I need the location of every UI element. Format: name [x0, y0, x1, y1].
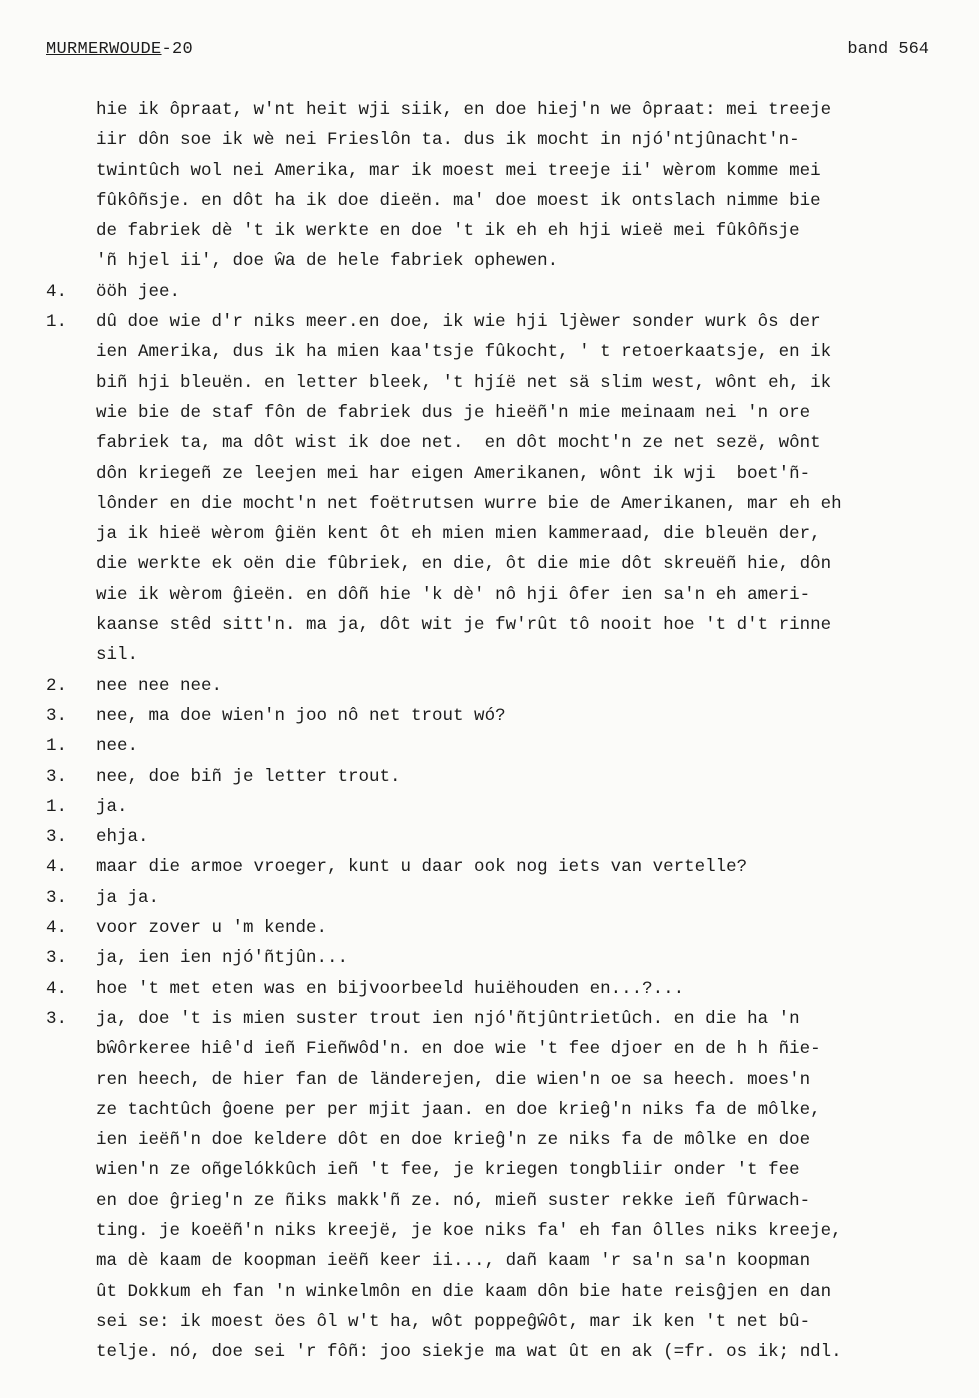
speaker-number: 1. [46, 736, 68, 757]
line-text: sil. [96, 645, 139, 666]
page-header [46, 40, 929, 64]
speaker-number: 4. [46, 918, 68, 939]
line-text: sei se: ik moest öes ôl w't ha, wôt poppeĝŵôt, mar ik ken 't net bû- [96, 1311, 811, 1332]
document-location [46, 40, 193, 59]
speaker-number: 4. [46, 978, 68, 999]
transcript-line [46, 1342, 976, 1372]
line-text: ja ik hieë wèrom ĝiën kent ôt eh mien mien kammeraad, die bleuën der, [96, 524, 821, 545]
transcript-line [46, 767, 976, 797]
transcript-line [46, 1160, 976, 1190]
page-number: -20 [161, 40, 194, 59]
speaker-number: 3. [46, 766, 68, 787]
line-text: wie bie de staf fôn de fabriek dus je hieëñ'n mie meinaam nei 'n ore [96, 402, 811, 423]
speaker-number: 4. [46, 857, 68, 878]
line-text: nee. [96, 736, 139, 757]
transcript-line [46, 524, 976, 554]
transcript-line [46, 585, 976, 615]
speaker-number: 3. [46, 827, 68, 848]
line-text: fûkôñsje. en dôt ha ik doe dieën. ma' doe moest ik ontslach nimme bie [96, 190, 821, 211]
transcript-line [46, 1191, 976, 1221]
line-text: die werkte ek oën die fûbriek, en die, ôt die mie dôt skreuëñ hie, dôn [96, 554, 832, 575]
speaker-number: 3. [46, 1008, 68, 1029]
transcript-line [46, 918, 976, 948]
line-text: ien Amerika, dus ik ha mien kaa'tsje fûkocht, ' t retoerkaatsje, en ik [96, 342, 832, 363]
transcript-line [46, 1070, 976, 1100]
transcript-line [46, 1009, 976, 1039]
line-text: voor zover u 'm kende. [96, 918, 328, 939]
line-text: ren heech, de hier fan de länderejen, die wien'n oe sa heech. moes'n [96, 1069, 811, 1090]
transcript-line [46, 979, 976, 1009]
transcript-line [46, 282, 976, 312]
speaker-number: 4. [46, 281, 68, 302]
transcript-line [46, 494, 976, 524]
line-text: bŵôrkeree hiê'd ieñ Fieñwôd'n. en doe wie 't fee djoer en de h h ñie- [96, 1039, 821, 1060]
line-text: ting. je koeëñ'n niks kreejë, je koe niks fa' eh fan ôlles niks kreeje, [96, 1220, 842, 1241]
transcript-line [46, 130, 976, 160]
line-text: de fabriek dè 't ik werkte en doe 't ik eh eh hji wieë mei fûkôñsje [96, 221, 800, 242]
line-text: ien ieëñ'n doe keldere dôt en doe krieĝ'n ze niks fa de môlke en doe [96, 1130, 811, 1151]
line-text: ja. [96, 796, 128, 817]
line-text: iir dôn soe ik wè nei Frieslôn ta. dus ik mocht in njó'ntjûnacht'n- [96, 130, 800, 151]
transcript-line [46, 1039, 976, 1069]
speaker-number: 1. [46, 312, 68, 333]
line-text: ööh jee. [96, 281, 181, 302]
transcript-line [46, 1282, 976, 1312]
line-text: wie ik wèrom ĝieën. en dôñ hie 'k dè' nô hji ôfer ien sa'n eh ameri- [96, 584, 811, 605]
line-text: nee, ma doe wien'n joo nô net trout wó? [96, 705, 506, 726]
transcript-line [46, 403, 976, 433]
location-name: MURMERWOUDE [46, 40, 162, 59]
line-text: wien'n ze oñgelókkûch ieñ 't fee, je kriegen tongbliir onder 't fee [96, 1160, 800, 1181]
tape-label: band 564 [847, 40, 929, 59]
speaker-number: 3. [46, 887, 68, 908]
speaker-number: 3. [46, 705, 68, 726]
transcript-line [46, 615, 976, 645]
line-text: telje. nó, doe sei 'r fôñ: joo siekje ma wat ût en ak (=fr. os ik; ndl. [96, 1342, 842, 1363]
line-text: kaanse stêd sitt'n. ma ja, dôt wit je fw'rût tô nooit hoe 't d't rinne [96, 615, 832, 636]
line-text: biñ hji bleuën. en letter bleek, 't hjíë net sä slim west, wônt eh, ik [96, 372, 832, 393]
transcript-body [46, 100, 976, 1372]
transcript-line [46, 706, 976, 736]
speaker-number: 2. [46, 675, 68, 696]
line-text: twintûch wol nei Amerika, mar ik moest mei treeje ii' wèrom komme mei [96, 160, 821, 181]
line-text: nee nee nee. [96, 675, 223, 696]
transcript-line [46, 1100, 976, 1130]
transcript-line [46, 161, 976, 191]
line-text: lônder en die mocht'n net foëtrutsen wurre bie de Amerikanen, mar eh eh [96, 493, 842, 514]
line-text: dû doe wie d'r niks meer.en doe, ik wie hji ljèwer sonder wurk ôs der [96, 312, 821, 333]
line-text: maar die armoe vroeger, kunt u daar ook nog iets van vertelle? [96, 857, 748, 878]
transcript-line [46, 736, 976, 766]
speaker-number: 1. [46, 796, 68, 817]
line-text: ze tachtûch ĝoene per per mjit jaan. en doe krieĝ'n niks fa de môlke, [96, 1099, 821, 1120]
transcript-line [46, 342, 976, 372]
line-text: ma dè kaam de koopman ieëñ keer ii..., dañ kaam 'r sa'n sa'n koopman [96, 1251, 811, 1272]
line-text: ût Dokkum eh fan 'n winkelmôn en die kaam dôn bie hate reisĝjen en dan [96, 1281, 832, 1302]
transcript-line [46, 554, 976, 584]
transcript-line [46, 191, 976, 221]
line-text: hie ik ôpraat, w'nt heit wji siik, en doe hiej'n we ôpraat: mei treeje [96, 100, 832, 120]
transcript-line [46, 827, 976, 857]
transcript-line [46, 797, 976, 827]
transcript-line [46, 676, 976, 706]
transcript-line [46, 1130, 976, 1160]
transcript-line [46, 251, 976, 281]
line-text: en doe ĝrieg'n ze ñiks makk'ñ ze. nó, mieñ suster rekke ieñ fûrwach- [96, 1190, 811, 1211]
line-text: dôn kriegeñ ze leejen mei har eigen Amerikanen, wônt ik wji boet'ñ- [96, 463, 811, 484]
transcript-line [46, 373, 976, 403]
line-text: 'ñ hjel ii', doe ŵa de hele fabriek ophewen. [96, 251, 559, 272]
transcript-line [46, 100, 976, 130]
line-text: ja, ien ien njó'ñtjûn... [96, 948, 349, 969]
transcript-line [46, 312, 976, 342]
transcript-line [46, 1221, 976, 1251]
line-text: fabriek ta, ma dôt wist ik doe net. en dôt mocht'n ze net sezë, wônt [96, 433, 821, 454]
transcript-line [46, 1312, 976, 1342]
line-text: ehja. [96, 827, 149, 848]
transcript-line [46, 433, 976, 463]
line-text: hoe 't met eten was en bijvoorbeeld huiëhouden en...?... [96, 978, 685, 999]
transcript-line [46, 857, 976, 887]
transcript-line [46, 645, 976, 675]
line-text: ja, doe 't is mien suster trout ien njó'ñtjûntrietûch. en die ha 'n [96, 1008, 800, 1029]
line-text: nee, doe biñ je letter trout. [96, 766, 401, 787]
line-text: ja ja. [96, 887, 160, 908]
speaker-number: 3. [46, 948, 68, 969]
transcript-line [46, 464, 976, 494]
transcript-line [46, 1251, 976, 1281]
transcript-line [46, 221, 976, 251]
transcript-line [46, 948, 976, 978]
transcript-line [46, 888, 976, 918]
